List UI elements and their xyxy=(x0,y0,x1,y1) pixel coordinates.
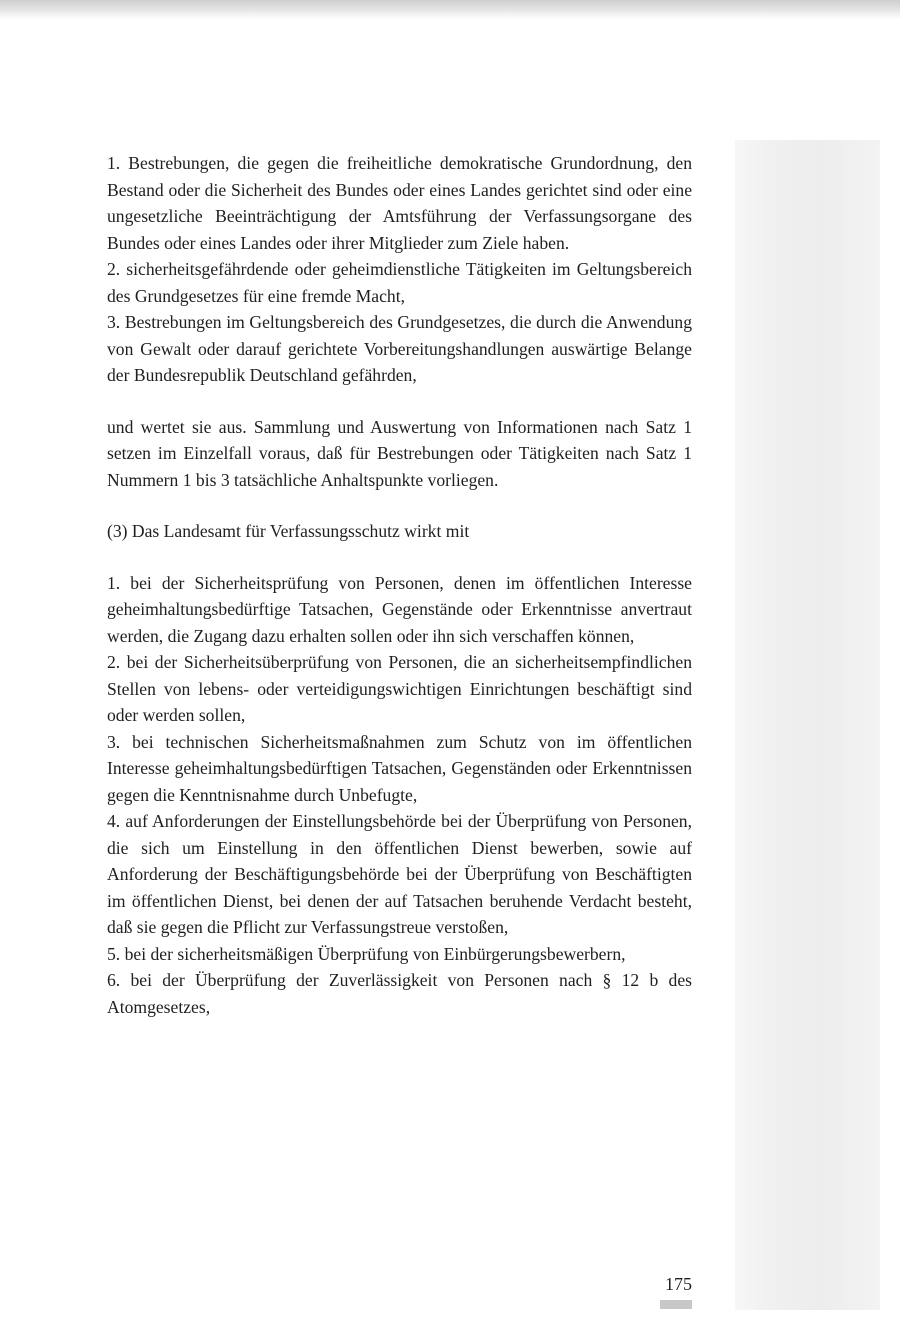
paragraph-evaluation: und wertet sie aus. Sammlung und Auswertung von Informationen nach Satz 1 setzen im Einzelfall voraus, daß für Bestrebungen oder Tätigkeiten nach Satz 1 Nummern 1 bis 3 tatsächliche Anhaltspunkte vorliegen. xyxy=(107,416,692,490)
list-item-bottom-3: 3. bei technischen Sicherheitsmaßnahmen zum Schutz von im öffentlichen Interesse geheimhaltungsbedürftigen Tatsachen, Gegenständen oder Erkenntnissen gegen die Kenntnisnahme durch Unbefugte, xyxy=(107,731,692,805)
page-body-text xyxy=(107,150,692,1020)
paragraph-gap xyxy=(107,389,692,414)
paragraph-gap xyxy=(107,493,692,518)
list-item-bottom-2: 2. bei der Sicherheitsüberprüfung von Personen, die an sicherheitsempfindlichen Stellen von lebens- oder verteidigungswichtigen Einrichtungen beschäftigt sind oder werden sollen, xyxy=(107,652,692,725)
list-item-top-3: 3. Bestrebungen im Geltungsbereich des Grundgesetzes, die durch die Anwendung von Gewalt oder darauf gerichtete Vorbereitungshandlungen auswärtige Belange der Bundesrepublik Deutschland gefährden, xyxy=(107,312,692,385)
paragraph-section-3: (3) Das Landesamt für Verfassungsschutz wirkt mit xyxy=(107,521,470,541)
paragraph-gap xyxy=(107,545,692,570)
scan-top-edge xyxy=(0,0,900,20)
list-item-bottom-4: 4. auf Anforderungen der Einstellungsbehörde bei der Überprüfung von Personen, die sich um Einstellung in den öffentlichen Dienst bewerben, sowie auf Anforderung der Beschäftigungsbehörde bei der Überprüfung von Beschäftigten im öffentlichen Dienst, bei denen der auf Tatsachen beruhende Verdacht besteht, daß sie gegen die Pflicht zur Verfassungstreue verstoßen, xyxy=(107,811,692,937)
list-item-bottom-1: 1. bei der Sicherheitsprüfung von Personen, denen im öffentlichen Interesse geheimhaltungsbedürftige Tatsachen, Gegenstände oder Erkenntnisse anvertraut werden, die Zugang dazu erhalten sollen oder ihn sich verschaffen können, xyxy=(107,572,692,646)
scan-right-shade xyxy=(735,140,880,1310)
list-item-bottom-5: 5. bei der sicherheitsmäßigen Überprüfung von Einbürgerungsbewerbern, xyxy=(107,943,626,964)
list-item-bottom-6: 6. bei der Überprüfung der Zuverlässigkeit von Personen nach § 12 b des Atomgesetzes, xyxy=(107,970,692,1017)
footer-mark xyxy=(660,1300,692,1309)
list-item-top-2: 2. sicherheitsgefährdende oder geheimdienstliche Tätigkeiten im Geltungsbereich des Grundgesetzes für eine fremde Macht, xyxy=(107,259,692,306)
list-item-top-1: 1. Bestrebungen, die gegen die freiheitliche demokratische Grundordnung, den Bestand oder die Sicherheit des Bundes oder eines Landes gerichtet sind oder eine ungesetzliche Beeinträchtigung der Amtsführung der Verfassungsorgane des Bundes oder eines Landes oder ihrer Mitglieder zum Ziele haben. xyxy=(107,153,692,253)
page-number: 175 xyxy=(665,1274,692,1294)
